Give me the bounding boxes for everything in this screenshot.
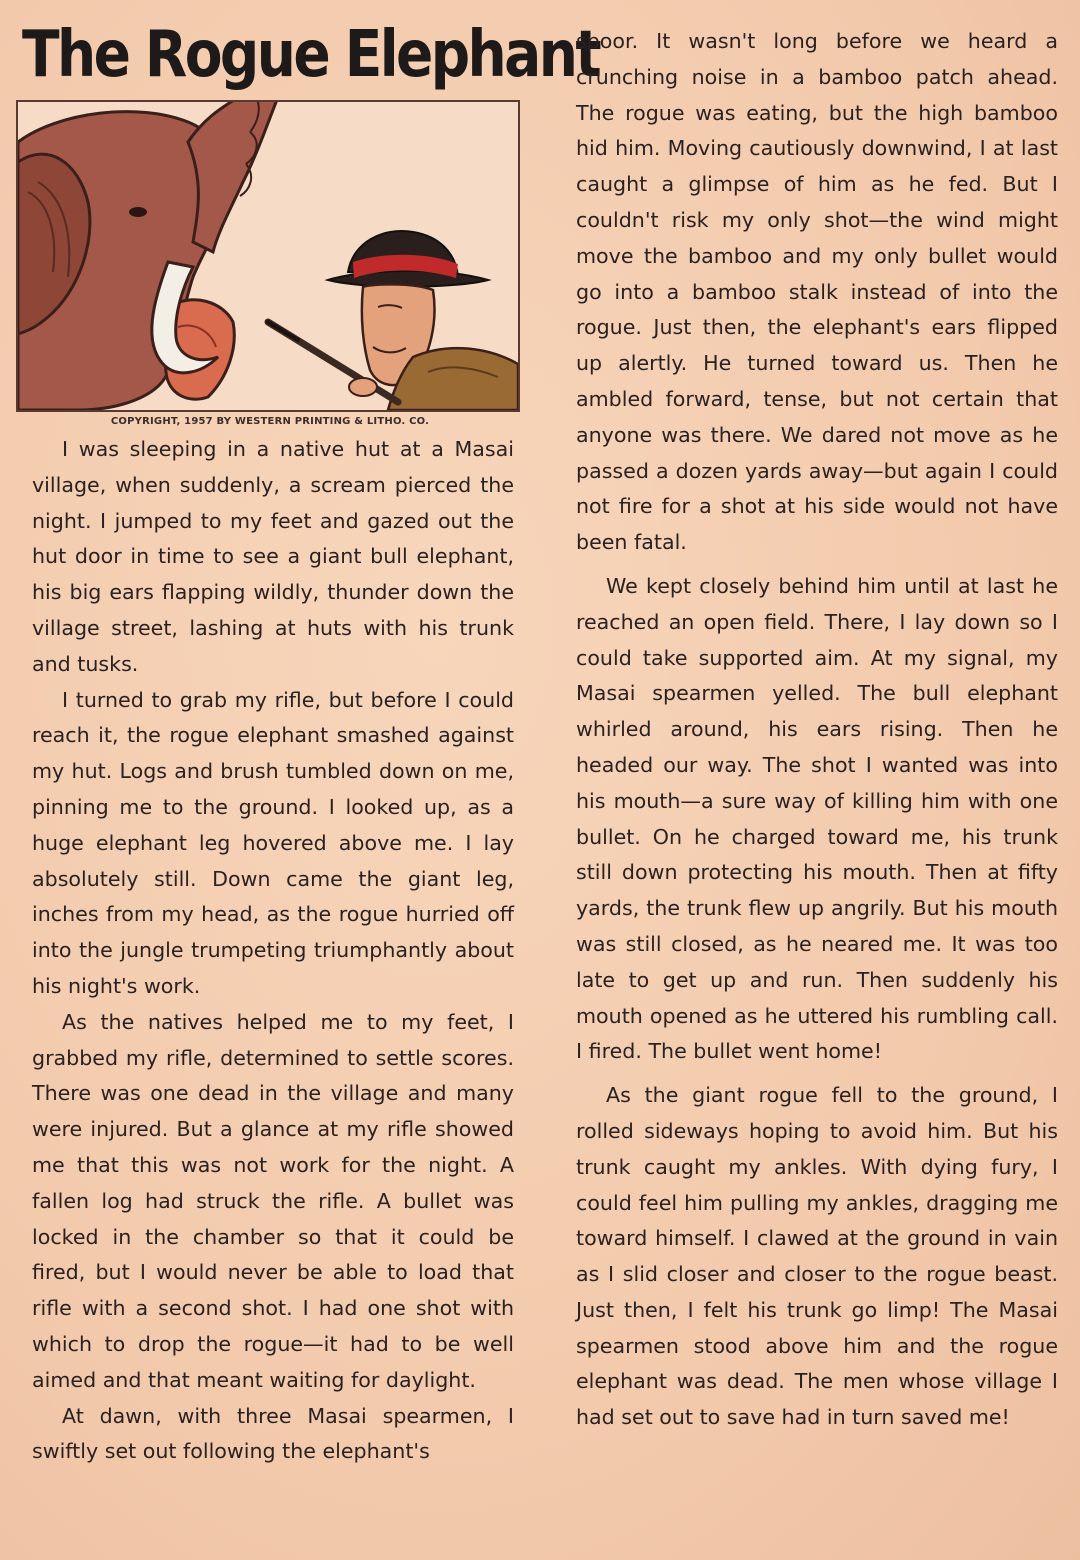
paragraph-5: We kept closely behind him until at last he reached an open field. There, I lay down so I could take supported aim. At my signal, my Masai spearmen yelled. The bull elephant whirled around, his ears rising. Then he headed our way. The shot I wanted was into his mouth—a sure way of killing him with one bullet. On he charged toward me, his trunk still down protecting his mouth. Then at fifty yards, the trunk flew up angrily. But his mouth was still closed, as he neared me. It was too late to get up and run. Then suddenly his mouth opened as he uttered his rumbling call. I fired. The bullet went home!: [576, 573, 1058, 1064]
paragraph-3: As the natives helped me to my feet, I grabbed my rifle, determined to settle scores. There was one dead in the village and many were injured. But a glance at my rifle showed me that this was not work for the night. A fallen log had struck the rifle. A bullet was locked in the chamber so that it could be fired, but I would never be able to load that rifle with a second shot. I had one shot with which to drop the rogue—it had to be well aimed and that meant waiting for daylight.: [32, 1009, 514, 1392]
text-column-right: [576, 24, 1058, 1436]
elephant-hunter-drawing: [18, 102, 518, 410]
elephant-illustration: [16, 100, 520, 412]
paragraph-1: I was sleeping in a native hut at a Masai village, when suddenly, a scream pierced the night. I jumped to my feet and gazed out the hut door in time to see a giant bull elephant, his big ears flapping wildly, thunder down the village street, lashing at huts with his trunk and tusks.: [32, 437, 514, 676]
article-title: The Rogue Elephant: [22, 18, 600, 92]
copyright-line: COPYRIGHT, 1957 BY WESTERN PRINTING & LITHO. CO.: [110, 416, 430, 427]
paragraph-2: I turned to grab my rifle, but before I could reach it, the rogue elephant smashed against my hut. Logs and brush tumbled down on me, pinning me to the ground. I looked up, as a huge elephant leg hovered above me. I lay absolutely still. Down came the giant leg, inches from my head, as the rogue hurried off into the jungle trumpeting triumphantly about his night's work.: [32, 687, 514, 998]
paragraph-4-continued: spoor. It wasn't long before we heard a crunching noise in a bamboo patch ahead. The rogue was eating, but the high bamboo hid him. Moving cautiously downwind, I at last caught a glimpse of him as he fed. But I couldn't risk my only shot—the wind might move the bamboo and my only bullet would go into a bamboo stalk instead of into the rogue. Just then, the elephant's ears flipped up alertly. He turned toward us. Then he ambled forward, tense, but not certain that anyone was there. We dared not move as he passed a dozen yards away—but again I could not fire for a shot at his side would not have been fatal.: [576, 29, 1058, 555]
paragraph-4-start: At dawn, with three Masai spearmen, I swiftly set out following the elephant's: [32, 1403, 514, 1464]
text-column-left: [32, 432, 514, 1470]
paragraph-6: As the giant rogue fell to the ground, I rolled sideways hoping to avoid him. But his trunk caught my ankles. With dying fury, I could feel him pulling my ankles, dragging me toward himself. I clawed at the ground in vain as I slid closer and closer to the rogue beast. Just then, I felt his trunk go limp! The Masai spearmen stood above him and the rogue elephant was dead. The men whose village I had set out to save had in turn saved me!: [576, 1083, 1058, 1430]
